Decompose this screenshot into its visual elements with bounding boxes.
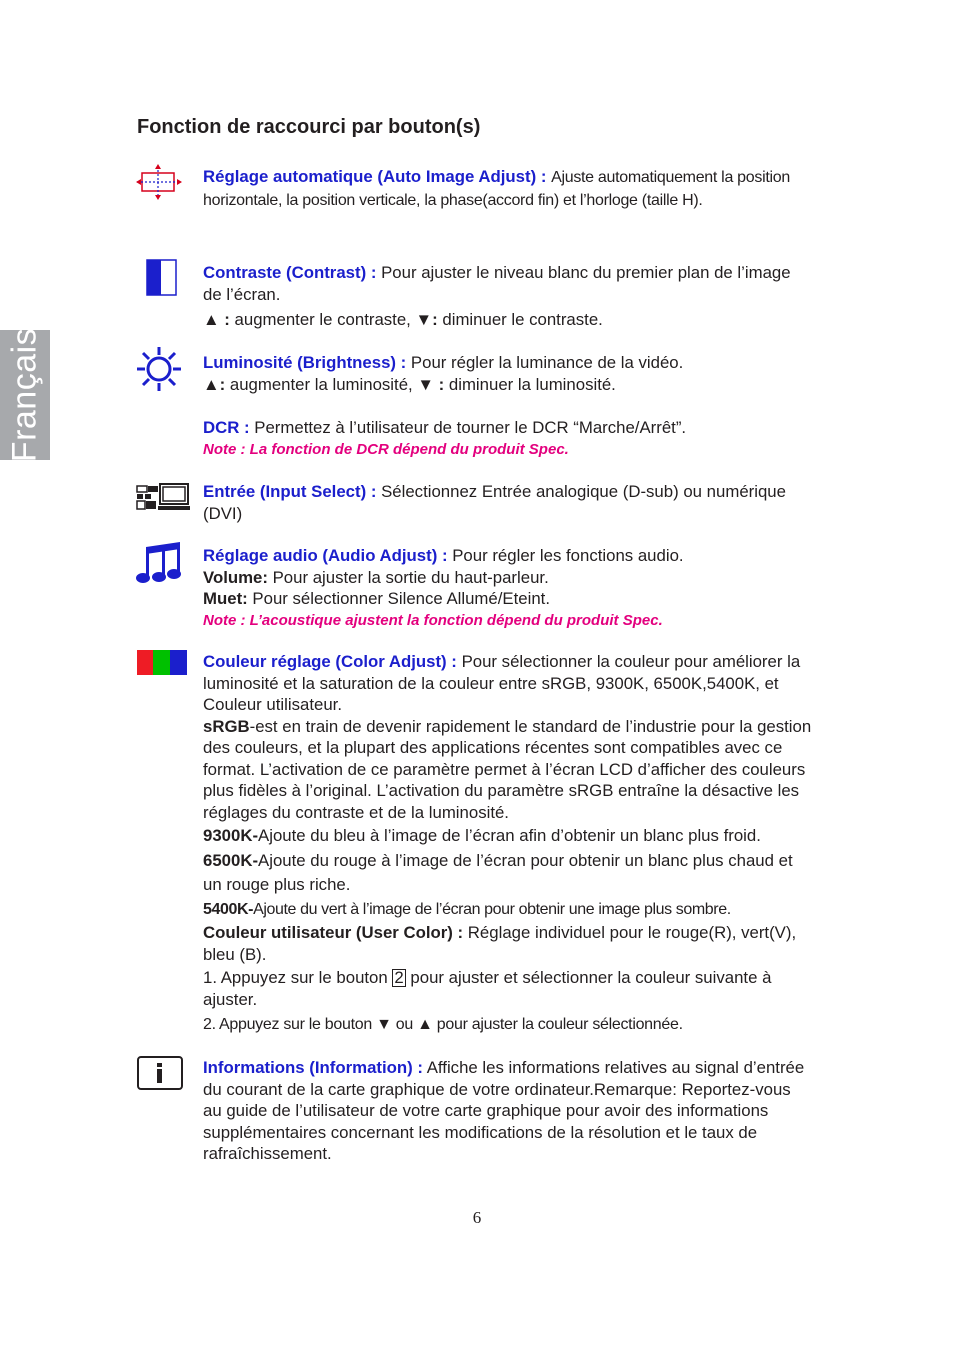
input-title: Entrée (Input Select) : [203,482,377,501]
brightness-up-text: augmenter la luminosité, [225,374,418,394]
k5400-text: Ajoute du vert à l’image de l’écran pour obtenir une image plus sombre. [253,900,731,918]
auto-adjust-icon [136,164,182,200]
contrast-text: Pour ajuster le niveau blanc du premier plan de l’image de l’écran. [203,263,791,304]
contrast-icon [146,259,178,297]
k9300-label: 9300K- [203,826,259,845]
language-side-tab [0,327,50,463]
dcr-section [203,417,813,460]
page-heading: Fonction de raccourci par bouton(s) [137,116,481,138]
color-rgb-icon [137,650,187,675]
audio-volume-text: Pour ajuster la sortie du haut-parleur. [267,567,549,587]
brightness-up-key: ▲: [203,374,226,394]
k5400-label: 5400K- [203,900,254,918]
brightness-sun-icon [136,346,182,392]
contrast-title: Contraste (Contrast) : [203,263,377,282]
audio-title: Réglage audio (Audio Adjust) : [203,546,448,565]
color-section [203,651,813,1036]
information-title: Informations (Information) : [203,1058,423,1077]
k6500-label: 6500K- [203,850,259,870]
brightness-text: Pour régler la luminance de la vidéo. [406,353,684,372]
contrast-up-key: ▲ : [203,310,230,329]
auto-adjust-text: Ajuste automatiquement la position horizontale, la position verticale, la phase(accord fin) et l’horloge (taille H). [203,169,790,209]
srgb-text: -est en train de devenir rapidement le standard de l’industrie pour la gestion des couleurs, et la plupart des applications récentes sont compatibles avec ce format. L’activation de ce paramètre permet à l’écran LCD d’afficher des couleurs plus fidèles à l’original. L’activation du paramètre sRGB entraîne la désactive les réglages du contraste et de la luminosité. [203,716,812,822]
step1-text-b: pour ajuster et sélectionner la couleur suivante à ajuster. [203,968,772,1009]
auto-adjust-section [203,166,813,211]
dcr-title: DCR : [203,418,250,437]
dcr-text: Permettez à l’utilisateur de tourner le DCR “Marche/Arrêt”. [249,418,687,437]
step1-text-a: 1. Appuyez sur le bouton [203,968,393,987]
auto-adjust-title: Réglage automatique (Auto Image Adjust) : [203,167,547,186]
audio-mute-label: Muet: [203,589,248,608]
input-select-icon [136,482,190,512]
information-section [203,1057,813,1165]
audio-volume-label: Volume: [203,567,268,587]
audio-section [203,545,813,631]
dcr-note: Note : La fonction de DCR dépend du produit Spec. [203,440,569,458]
contrast-down-key: ▼: [415,310,438,329]
audio-music-note-icon [136,541,184,585]
page-number: 6 [472,1208,482,1227]
button-2-key: 2 [394,968,404,987]
audio-text: Pour régler les fonctions audio. [447,546,684,565]
user-color-text: Réglage individuel pour le rouge(R), vert(V), bleu (B). [203,923,797,964]
audio-note: Note : L’acoustique ajustent la fonction dépend du produit Spec. [203,611,663,629]
contrast-section [203,262,813,331]
k6500-text: Ajoute du rouge à l’image de l’écran pour obtenir un blanc plus chaud et un rouge plus riche. [203,850,793,894]
brightness-down-text: diminuer la luminosité. [444,374,616,394]
contrast-up-text: augmenter le contraste, [229,310,416,329]
brightness-section [203,352,813,395]
information-icon [137,1056,183,1090]
input-text: Sélectionnez Entrée analogique (D-sub) ou numérique (DVI) [203,482,786,523]
color-title: Couleur réglage (Color Adjust) : [203,652,457,671]
information-text: Affiche les informations relatives au signal d’entrée du courant de la carte graphique de votre ordinateur.Remarque: Reportez-vous au guide de l’utilisateur de votre carte graphique pour avoir des informations supplémentaires concernant les modifications de la résolution et le taux de rafraîchissement. [203,1058,805,1163]
user-color-label: Couleur utilisateur (User Color) : [203,923,464,942]
step2-text: 2. Appuyez sur le bouton ▼ ou ▲ pour ajuster la couleur sélectionnée. [203,1016,683,1033]
color-text: Pour sélectionner la couleur pour améliorer la luminosité et la saturation de la couleur entre sRGB, 9300K, 6500K,5400K, et Couleur utilisateur. [203,652,801,714]
contrast-down-text: diminuer le contraste. [437,310,603,329]
input-section [203,481,813,524]
language-label: Français [5,327,44,463]
srgb-label: sRGB [203,716,250,736]
brightness-title: Luminosité (Brightness) : [203,353,407,372]
brightness-down-key: ▼ : [417,374,445,394]
audio-mute-text: Pour sélectionner Silence Allumé/Eteint. [247,589,550,608]
k9300-text: Ajoute du bleu à l’image de l’écran afin d’obtenir un blanc plus froid. [258,826,761,845]
